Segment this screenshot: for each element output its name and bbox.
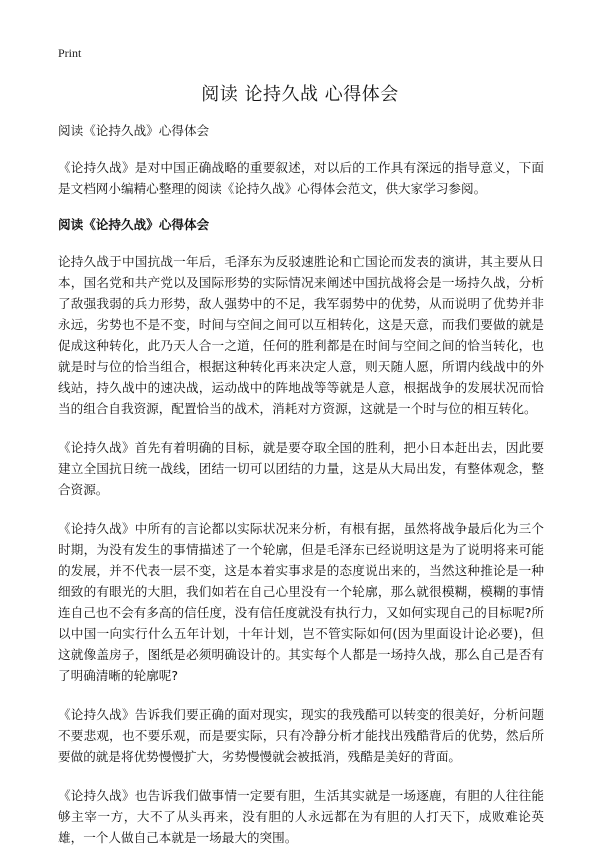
article-subtitle: 阅读《论持久战》心得体会 [58, 123, 210, 138]
body-paragraph-3: 《论持久战》中所有的言论都以实际状况来分析，有根有据，虽然将战争最后化为三个时期，为没有发生的事情描述了一个轮廓，但是毛泽东已经说明这是为了说明将来可能的发展，并不代表一层不变，这是本着实事求是的态度说出来的，当然这种推论是一种细致的有眼光的大胆，我们如若在自己心里没有一个轮廓，那么就很模糊，模糊的事情连自己也不会有多高的信任度，没有信任度就没有执行力，又如何实现自己的目标呢?所以中国一向实行什么五年计划，十年计划，岂不管实际如何(因为里面设计论必要)，但这就像盖房子，图纸是必须明确设计的。其实每个人都是一场持久战，那么自己是否有了明确清晰的轮廓呢? [58, 521, 544, 683]
section-heading: 阅读《论持久战》心得体会 [58, 217, 210, 232]
article-body [58, 120, 544, 866]
body-paragraph-2: 《论持久战》首先有着明确的目标，就是要夺取全国的胜利，把小日本赶出去，因此要建立全国抗日统一战线，团结一切可以团结的力量，这是从大局出发，有整体观念，整合资源。 [58, 440, 544, 497]
page-title: 阅读 论持久战 心得体会 [201, 84, 399, 105]
body-paragraph-5: 《论持久战》也告诉我们做事情一定要有胆，生活其实就是一场逐鹿，有胆的人往往能够主宰一方，大不了从头再来，没有胆的人永远都在为有胆的人打天下，成败难论英雄，一个人做自己本就是一场最大的突围。 [58, 788, 544, 845]
print-link[interactable]: Print [58, 46, 82, 60]
body-paragraph-1: 论持久战于中国抗战一年后，毛泽东为反驳速胜论和亡国论而发表的演讲，其主要从日本，国名党和共产党以及国际形势的实际情况来阐述中国抗战将会是一场持久战，分析了敌强我弱的兵力形势，敌人强势中的不足，我军弱势中的优势，从而说明了优势并非永远，劣势也不是不变，时间与空间之间可以互相转化，这是天意，而我们要做的就是促成这种转化，此乃天人合一之道，任何的胜利都是在时间与空间之间的恰当转化，也就是时与位的恰当组合，根据这种转化再来决定人意，则天随人愿，所谓内线战中的外线站，持久战中的速决战，运动战中的阵地战等等就是人意，根据战争的发展状况而恰当的组合自我资源，配置恰当的战术，消耗对方资源，这就是一个时与位的相互转化。 [58, 254, 544, 416]
body-paragraph-4: 《论持久战》告诉我们要正确的面对现实，现实的我残酷可以转变的很美好，分析问题不要悲观，也不要乐观，而是要实际，只有冷静分析才能找出残酷背后的优势，然后所要做的就是将优势慢慢扩大，劣势慢慢就会被抵消，残酷是美好的背面。 [58, 707, 544, 764]
intro-paragraph: 《论持久战》是对中国正确战略的重要叙述，对以后的工作具有深远的指导意义，下面是文档网小编精心整理的阅读《论持久战》心得体会范文，供大家学习参阅。 [58, 160, 544, 196]
